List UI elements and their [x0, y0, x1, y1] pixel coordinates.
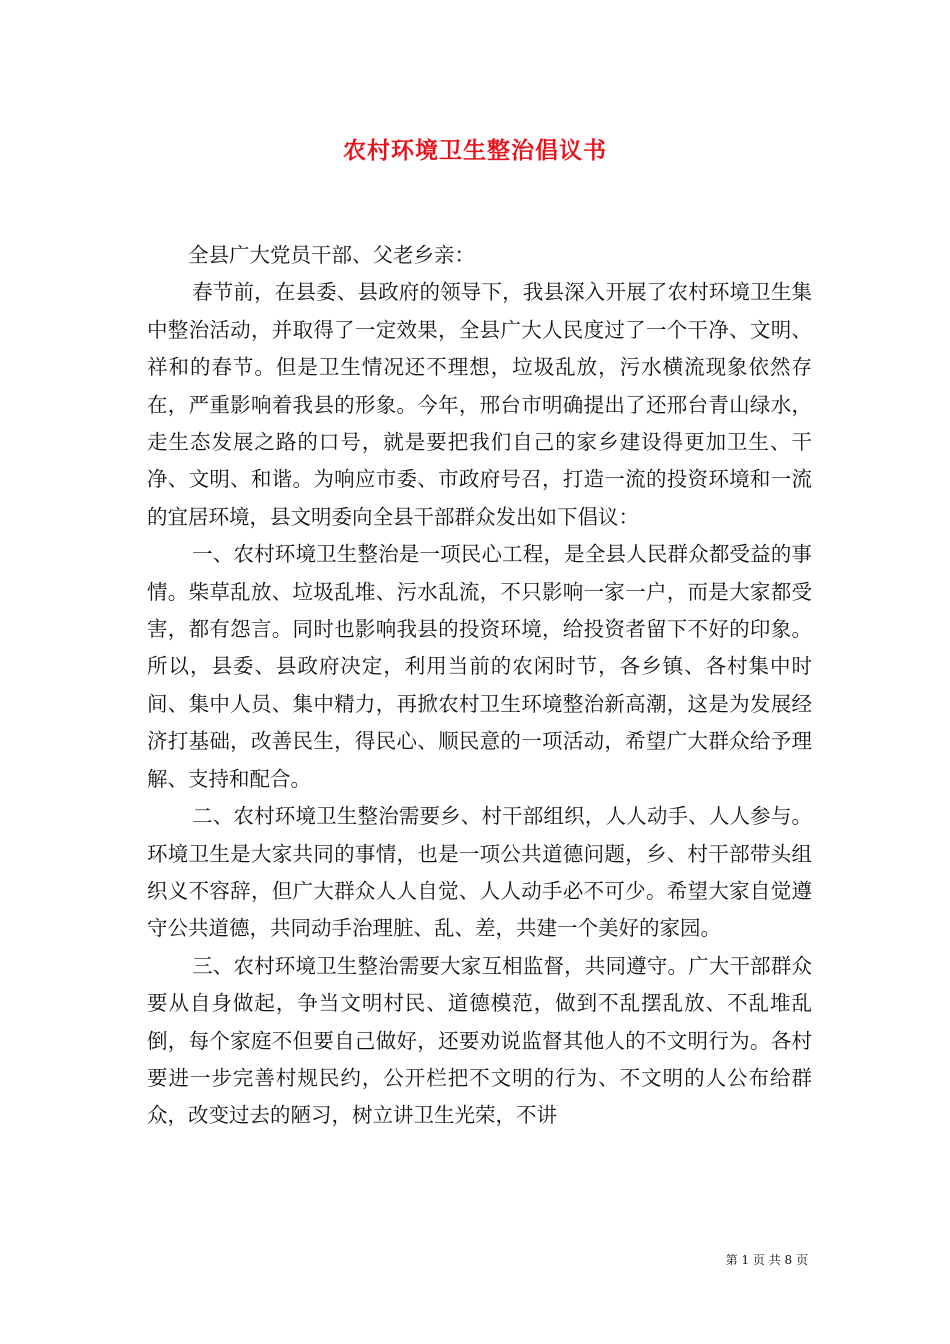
- paragraph-point-3: 三、农村环境卫生整治需要大家互相监督，共同遵守。广大干部群众要从自身做起，争当文明村民、道德模范，做到不乱摆乱放、不乱堆乱倒，每个家庭不但要自己做好，还要劝说监督其他人的不文明行为。各村要进一步完善村规民约，公开栏把不文明的行为、不文明的人公布给群众，改变过去的陋习，树立讲卫生光荣，不讲: [147, 953, 812, 1128]
- document-title: 农村环境卫生整治倡议书: [343, 138, 607, 164]
- paragraph-intro: 春节前，在县委、县政府的领导下，我县深入开展了农村环境卫生集中整治活动，并取得了一定效果，全县广大人民度过了一个干净、文明、祥和的春节。但是卫生情况还不理想，垃圾乱放，污水横流现象依然存在，严重影响着我县的形象。今年，邢台市明确提出了还邢台青山绿水，走生态发展之路的口号，就是要把我们自己的家乡建设得更加卫生、干净、文明、和谐。为响应市委、市政府号召，打造一流的投资环境和一流的宜居环境，县文明委向全县干部群众发出如下倡议：: [147, 280, 812, 529]
- paragraph-point-1: 一、农村环境卫生整治是一项民心工程，是全县人民群众都受益的事情。柴草乱放、垃圾乱堆、污水乱流，不只影响一家一户，而是大家都受害，都有怨言。同时也影响我县的投资环境，给投资者留下不好的印象。所以，县委、县政府决定，利用当前的农闲时节，各乡镇、各村集中时间、集中人员、集中精力，再掀农村卫生环境整治新高潮，这是为发展经济打基础，改善民生，得民心、顺民意的一项活动，希望广大群众给予理解、支持和配合。: [147, 542, 812, 791]
- page-number: 第 1 页 共 8 页: [725, 1253, 808, 1267]
- document-body: [147, 237, 812, 1135]
- paragraph-point-2: 二、农村环境卫生整治需要乡、村干部组织，人人动手、人人参与。环境卫生是大家共同的事情，也是一项公共道德问题，乡、村干部带头组织义不容辞，但广大群众人人自觉、人人动手必不可少。希望大家自觉遵守公共道德，共同动手治理脏、乱、差，共建一个美好的家园。: [147, 804, 812, 941]
- salutation: 全县广大党员干部、父老乡亲：: [188, 243, 475, 267]
